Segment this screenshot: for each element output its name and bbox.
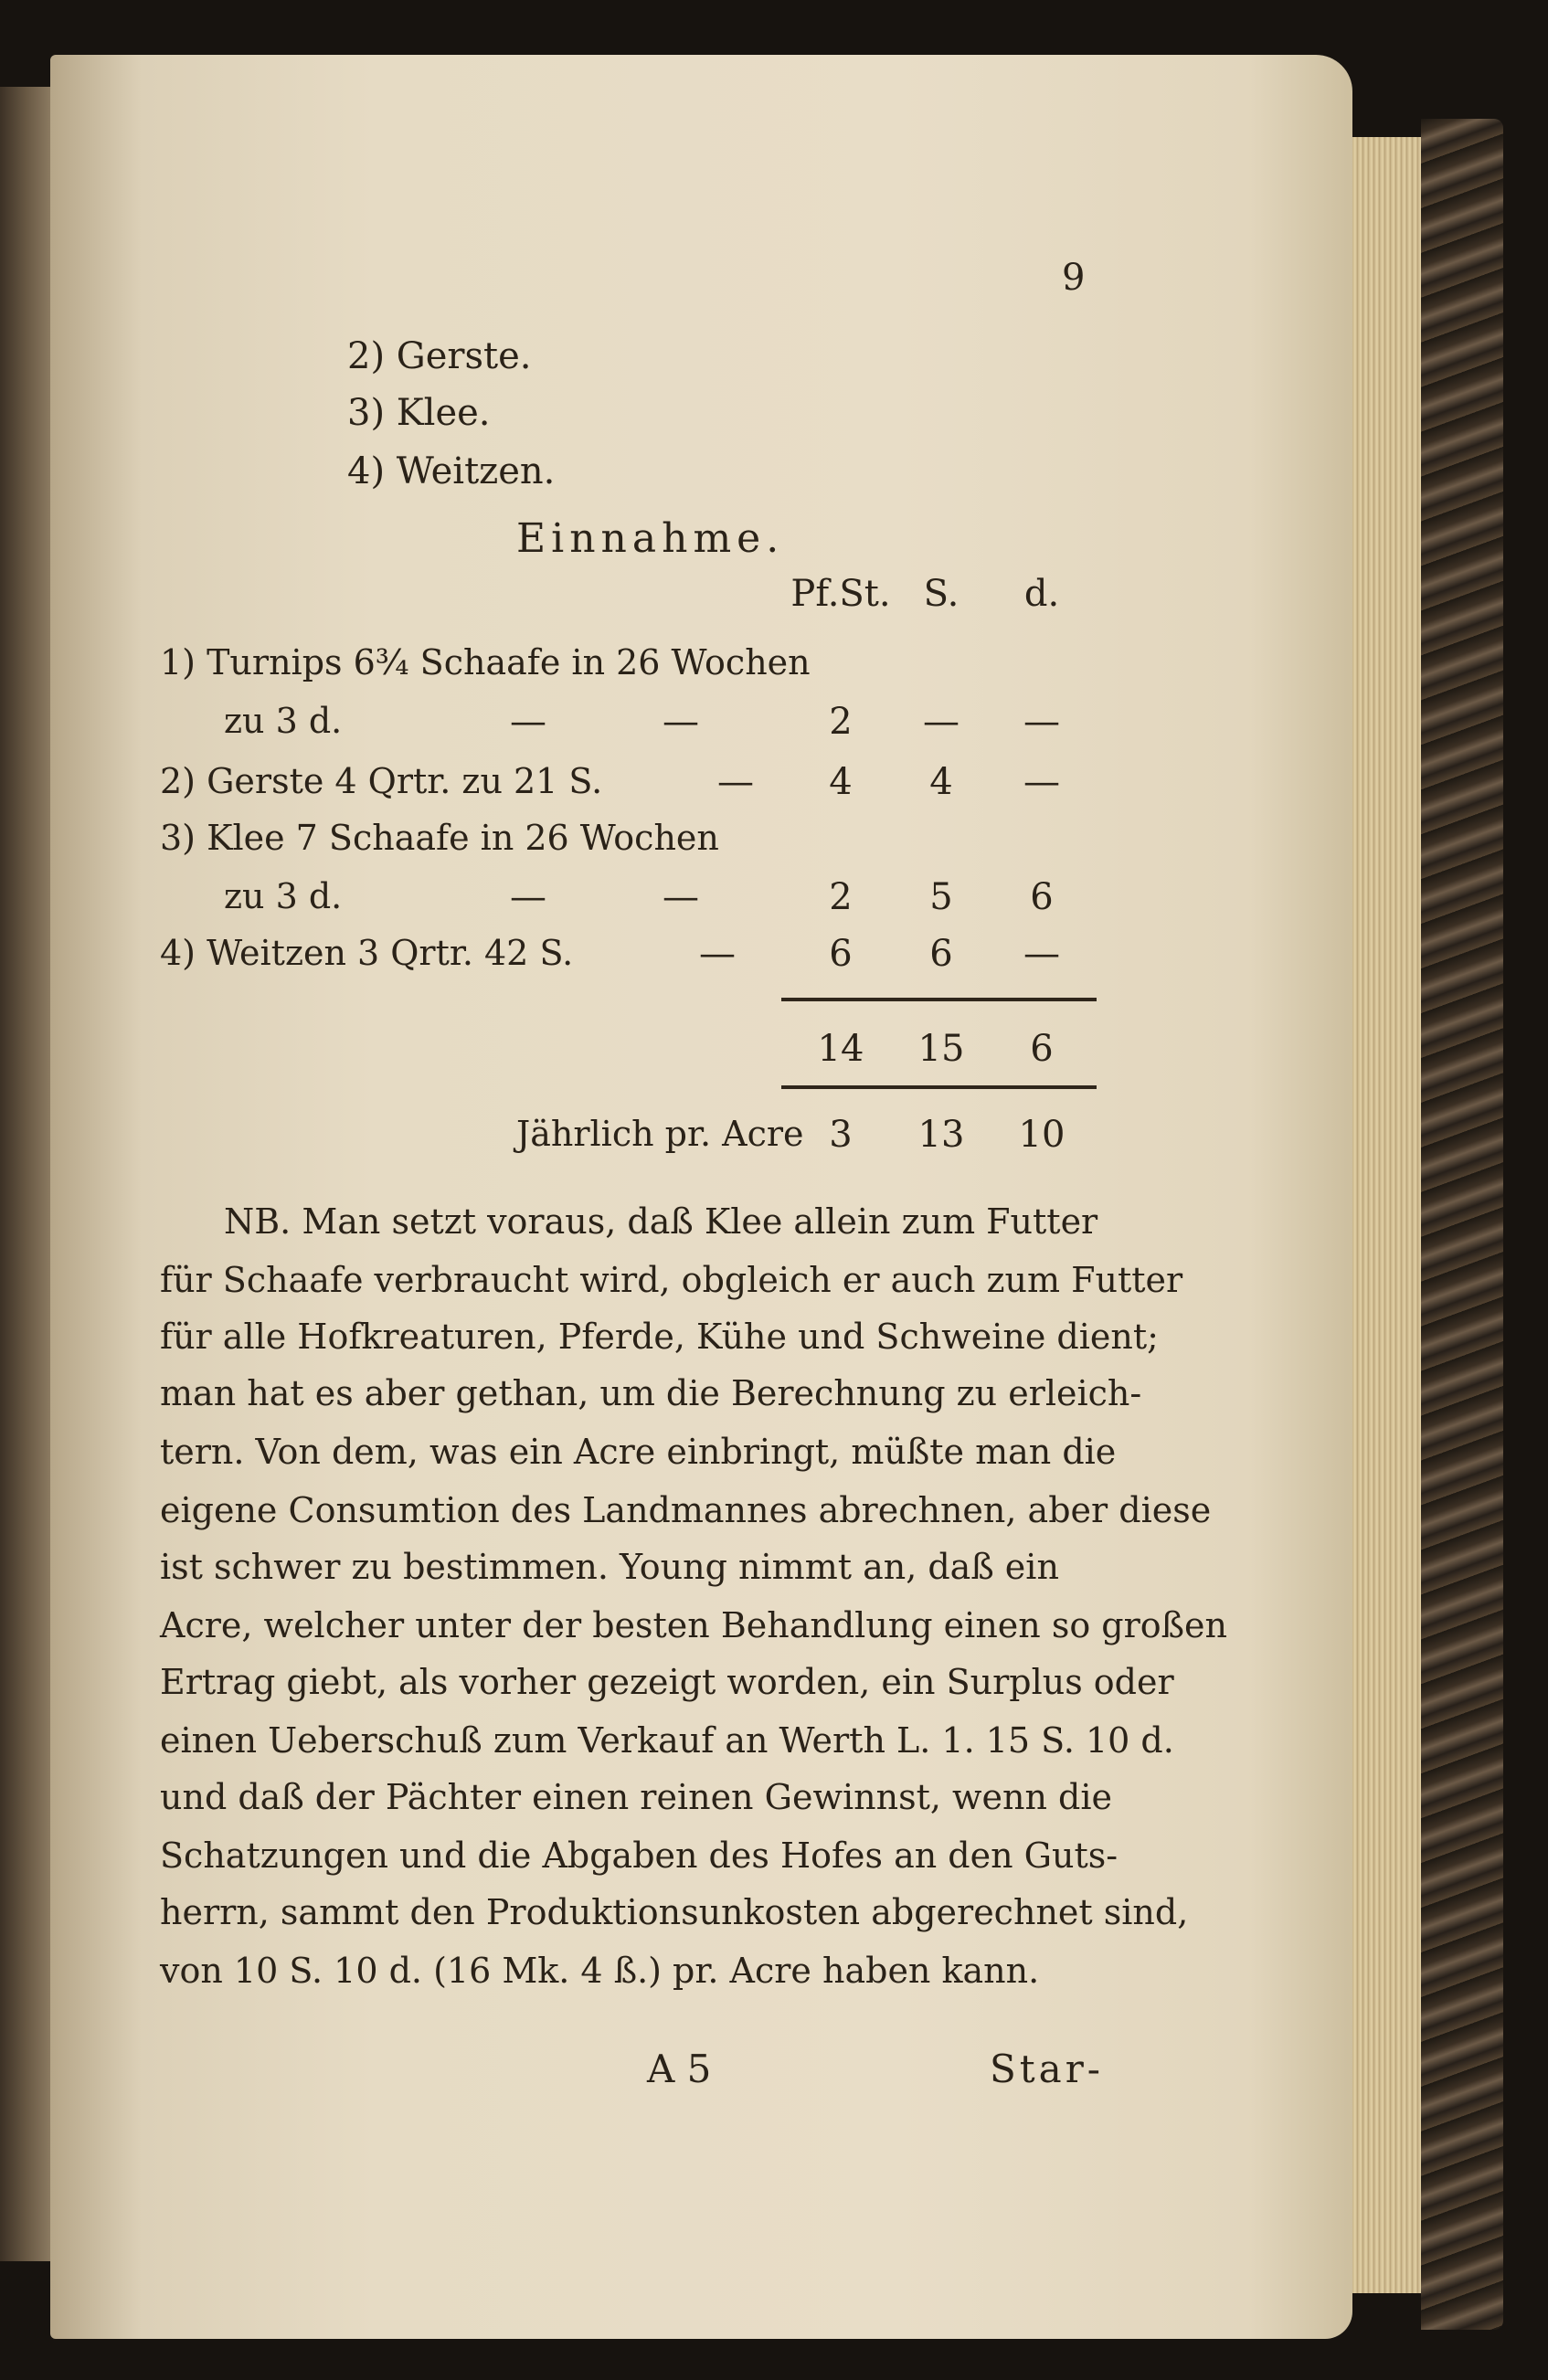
table-dash: — — [699, 933, 736, 975]
list-item: 2) Gerste. — [347, 335, 532, 377]
sum-rule — [781, 998, 1097, 1001]
paragraph-line: herrn, sammt den Produktionsunkosten abgerechnet sind, — [160, 1892, 1189, 1932]
table-cell-d: 6 — [1030, 876, 1054, 918]
column-header-d: d. — [1023, 573, 1060, 615]
list-item: 4) Weitzen. — [347, 450, 556, 492]
paragraph-line: und daß der Pächter einen reinen Gewinnst, wenn die — [160, 1777, 1113, 1817]
total-pfst: 14 — [817, 1028, 864, 1070]
total-d: 6 — [1030, 1028, 1054, 1070]
table-dash: — — [663, 876, 699, 918]
table-dash: — — [717, 761, 754, 803]
paragraph-line: NB. Man setzt voraus, daß Klee allein zum Futter — [224, 1201, 1098, 1242]
table-cell-pfst: 2 — [829, 701, 853, 743]
yearly-label: Jährlich pr. Acre — [516, 1114, 804, 1154]
total-s: 15 — [917, 1028, 965, 1070]
paragraph-line: eigene Consumtion des Landmannes abrechnen, aber diese — [160, 1490, 1212, 1530]
left-page-edge — [0, 87, 50, 2261]
table-cell-s: — — [923, 701, 960, 743]
paragraph-line: einen Ueberschuß zum Verkauf an Werth L. 1. 15 S. 10 d. — [160, 1720, 1174, 1761]
table-cell-d: — — [1023, 933, 1060, 975]
paragraph-line: von 10 S. 10 d. (16 Mk. 4 ß.) pr. Acre haben kann. — [160, 1951, 1040, 1991]
paragraph-line: Ertrag giebt, als vorher gezeigt worden, ein Surplus oder — [160, 1662, 1174, 1702]
page-edges — [1352, 137, 1426, 2293]
yearly-pfst: 3 — [829, 1114, 853, 1156]
paragraph-line: man hat es aber gethan, um die Berechnung zu erleich- — [160, 1373, 1142, 1413]
page-number: 9 — [1062, 257, 1086, 299]
table-cell-pfst: 4 — [829, 761, 853, 803]
paragraph-line: für alle Hofkreaturen, Pferde, Kühe und Schweine dient; — [160, 1317, 1159, 1357]
table-row-label: 3) Klee 7 Schaafe in 26 Wochen — [160, 818, 719, 858]
table-cell-s: 6 — [929, 933, 953, 975]
paragraph-line: Schatzungen und die Abgaben des Hofes an den Guts- — [160, 1835, 1119, 1876]
table-cell-s: 4 — [929, 761, 953, 803]
paragraph-line: tern. Von dem, was ein Acre einbringt, müßte man die — [160, 1432, 1117, 1472]
yearly-d: 10 — [1018, 1114, 1066, 1156]
yearly-s: 13 — [917, 1114, 965, 1156]
table-row-label: zu 3 d. — [224, 876, 343, 916]
table-cell-d: — — [1023, 701, 1060, 743]
table-row-label: 1) Turnips 6¾ Schaafe in 26 Wochen — [160, 642, 811, 682]
marbled-cover — [1421, 119, 1503, 2330]
table-dash: — — [510, 701, 546, 743]
table-cell-pfst: 6 — [829, 933, 853, 975]
catchword: Star- — [990, 2047, 1104, 2091]
table-row-label: 4) Weitzen 3 Qrtr. 42 S. — [160, 933, 574, 973]
section-heading: Einnahme. — [516, 515, 785, 562]
signature-mark: A 5 — [647, 2047, 712, 2091]
table-cell-pfst: 2 — [829, 876, 853, 918]
column-header-pfst: Pf.St. — [790, 573, 891, 615]
table-row-label: 2) Gerste 4 Qrtr. zu 21 S. — [160, 761, 603, 801]
table-dash: — — [663, 701, 699, 743]
paragraph-line: Acre, welcher unter der besten Behandlung einen so großen — [160, 1605, 1227, 1645]
sum-rule — [781, 1085, 1097, 1089]
page — [50, 55, 1352, 2339]
table-dash: — — [510, 876, 546, 918]
table-cell-s: 5 — [929, 876, 953, 918]
paragraph-line: ist schwer zu bestimmen. Young nimmt an, daß ein — [160, 1547, 1059, 1587]
column-header-s: S. — [923, 573, 960, 615]
list-item: 3) Klee. — [347, 392, 491, 434]
table-cell-d: — — [1023, 761, 1060, 803]
paragraph-line: für Schaafe verbraucht wird, obgleich er auch zum Futter — [160, 1260, 1183, 1300]
table-row-label: zu 3 d. — [224, 701, 343, 741]
